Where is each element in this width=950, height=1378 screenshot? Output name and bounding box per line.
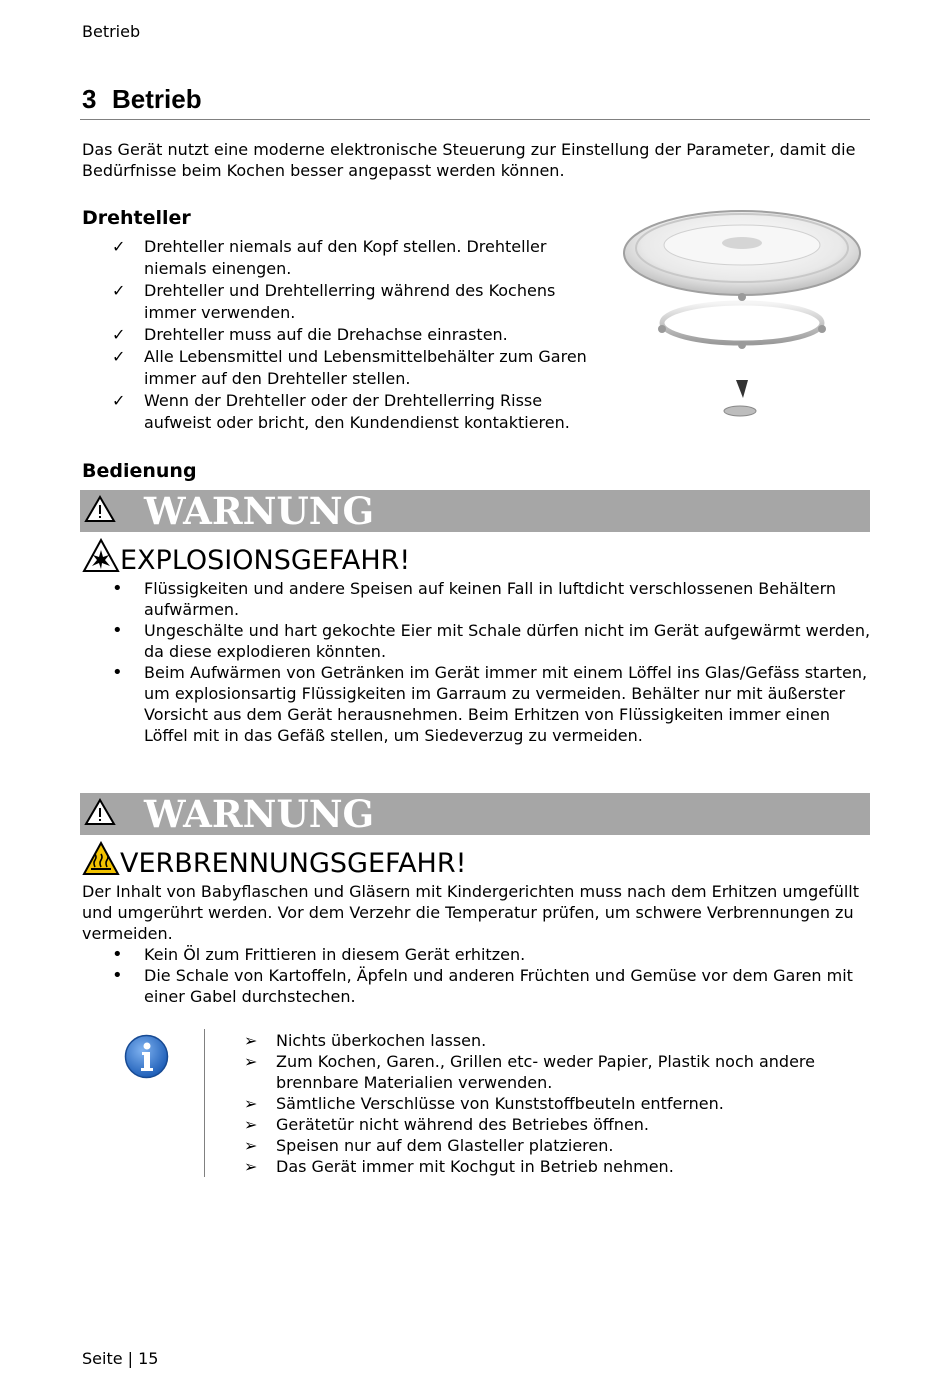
burn-bullet-list (82, 944, 872, 1007)
page-footer: Seite | 15 (82, 1349, 159, 1368)
list-item: • Die Schale von Kartoffeln, Äpfeln und anderen Früchten und Gemüse vor dem Garen mit einer Gabel durchstechen. (112, 965, 853, 1006)
chapter-title (82, 84, 202, 115)
check-icon: ✓ (112, 347, 126, 366)
operation-heading: Bedienung (82, 460, 197, 482)
burn-hazard-heading (82, 847, 782, 881)
warning-triangle-icon (84, 494, 116, 524)
arrow-bullet-icon: ➢ (244, 1115, 258, 1134)
list-item: ➢ Zum Kochen, Garen., Grillen etc- weder Papier, Plastik noch andere brennbare Materialien verwenden. (244, 1052, 815, 1092)
bullet-icon: • (112, 578, 123, 599)
list-item: ➢ Das Gerät immer mit Kochgut in Betrieb nehmen. (244, 1157, 674, 1176)
list-item: ➢ Sämtliche Verschlüsse von Kunststoffbeuteln entfernen. (244, 1094, 724, 1113)
chapter-divider (80, 119, 870, 120)
list-item: ✓ Drehteller niemals auf den Kopf stellen. Drehteller niemals einengen. (112, 237, 547, 278)
burn-paragraph: Der Inhalt von Babyflaschen und Gläsern mit Kindergerichten muss nach dem Erhitzen umgefüllt und umgerührt werden. Vor dem Verzehr die Temperatur prüfen, um schwere Verbrennungen zu vermeiden. (82, 882, 860, 943)
arrow-bullet-icon: ➢ (244, 1094, 258, 1113)
arrow-bullet-icon: ➢ (244, 1031, 258, 1050)
list-item: ✓ Drehteller muss auf die Drehachse einrasten. (112, 325, 508, 344)
bullet-icon: • (112, 944, 123, 965)
check-icon: ✓ (112, 281, 126, 300)
info-list (214, 1030, 834, 1177)
list-item: ✓ Alle Lebensmittel und Lebensmittelbehälter zum Garen immer auf den Drehteller stellen. (112, 347, 587, 388)
warning-banner (80, 793, 870, 835)
list-item: • Ungeschälte und hart gekochte Eier mit Schale dürfen nicht im Gerät aufgewärmt werden, da diese explodieren könnten. (112, 620, 871, 661)
turntable-heading: Drehteller (82, 207, 191, 229)
list-item: • Beim Aufwärmen von Getränken im Gerät immer mit einem Löffel ins Glas/Gefäss starten, um explosionsartig Flüssigkeiten im Garraum zu vermeiden. Behälter nur mit äußerster Vorsicht aus dem Gerät herausnehmen. Beim Erhitzen von Flüssigkeiten immer einen Löffel mit in das Gefäß stellen, um Siedeverzug zu vermeiden. (112, 662, 868, 745)
list-item: ✓ Wenn der Drehteller oder der Drehtellerring Risse aufweist oder bricht, den Kundendienst kontaktieren. (112, 391, 570, 432)
hot-surface-icon (82, 841, 120, 877)
check-icon: ✓ (112, 237, 126, 256)
check-icon: ✓ (112, 325, 126, 344)
turntable-illustration (618, 205, 866, 420)
list-item: ✓ Drehteller und Drehtellerring während des Kochens immer verwenden. (112, 281, 556, 322)
hazard-title: VERBRENNUNGSGEFAHR! (120, 848, 467, 879)
chapter-title-text: Betrieb (112, 84, 202, 114)
bullet-icon: • (112, 965, 123, 986)
running-header: Betrieb (82, 22, 141, 41)
explosion-hazard-icon (82, 538, 120, 574)
list-item: ➢ Nichts überkochen lassen. (244, 1031, 487, 1050)
turntable-checklist (82, 236, 612, 434)
chapter-number: 3 (82, 84, 97, 114)
warning-triangle-icon (84, 797, 116, 827)
intro-paragraph: Das Gerät nutzt eine moderne elektronische Steuerung zur Einstellung der Parameter, damit die Bedürfnisse beim Kochen besser angepasst werden können. (82, 140, 856, 180)
explosion-bullet-list (82, 578, 872, 746)
warning-banner (80, 490, 870, 532)
warning-label: WARNUNG (144, 792, 375, 836)
list-item: ➢ Speisen nur auf dem Glasteller platzieren. (244, 1136, 614, 1155)
bullet-icon: • (112, 662, 123, 683)
info-icon (124, 1034, 169, 1079)
explosion-hazard-heading (82, 544, 782, 578)
bullet-icon: • (112, 620, 123, 641)
arrow-bullet-icon: ➢ (244, 1157, 258, 1176)
hazard-title: EXPLOSIONSGEFAHR! (120, 545, 411, 576)
check-icon: ✓ (112, 391, 126, 410)
info-divider (204, 1029, 205, 1177)
warning-label: WARNUNG (144, 489, 375, 533)
arrow-bullet-icon: ➢ (244, 1136, 258, 1155)
list-item: • Kein Öl zum Frittieren in diesem Gerät erhitzen. (112, 944, 526, 965)
list-item: • Flüssigkeiten und andere Speisen auf keinen Fall in luftdicht verschlossenen Behältern aufwärmen. (112, 578, 837, 619)
list-item: ➢ Gerätetür nicht während des Betriebes öffnen. (244, 1115, 650, 1134)
arrow-bullet-icon: ➢ (244, 1052, 258, 1071)
